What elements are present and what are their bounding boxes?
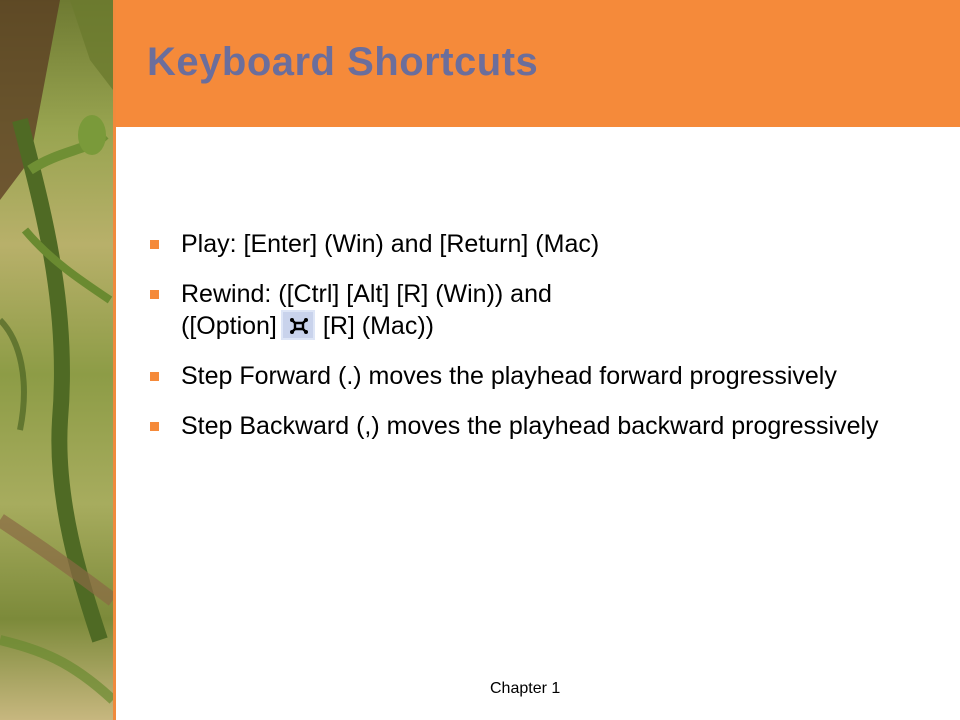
square-bullet-icon xyxy=(150,240,159,249)
bullet-text-line1: Rewind: ([Ctrl] [Alt] [R] (Win)) and xyxy=(181,280,552,308)
list-item xyxy=(150,228,930,260)
square-bullet-icon xyxy=(150,422,159,431)
slide-footer: Chapter 1 xyxy=(490,680,561,697)
slide-title: Keyboard Shortcuts xyxy=(147,40,539,84)
bullet-text: Step Forward (.) moves the playhead forward progressively xyxy=(181,362,837,390)
list-item xyxy=(150,410,930,442)
bullet-text-line2-start: ([Option] xyxy=(181,312,277,340)
command-key-icon xyxy=(281,310,315,340)
square-bullet-icon xyxy=(150,372,159,381)
square-bullet-icon xyxy=(150,290,159,299)
bullet-text: Play: [Enter] (Win) and [Return] (Mac) xyxy=(181,230,600,258)
bullet-text: Step Backward (,) moves the playhead backward progressively xyxy=(181,412,879,440)
list-item xyxy=(150,278,930,342)
list-item xyxy=(150,360,930,392)
decorative-photo xyxy=(0,0,113,720)
bullet-text-line2-end: [R] (Mac)) xyxy=(322,312,434,340)
praying-mantis-image xyxy=(0,0,113,720)
bullet-list xyxy=(150,228,930,460)
